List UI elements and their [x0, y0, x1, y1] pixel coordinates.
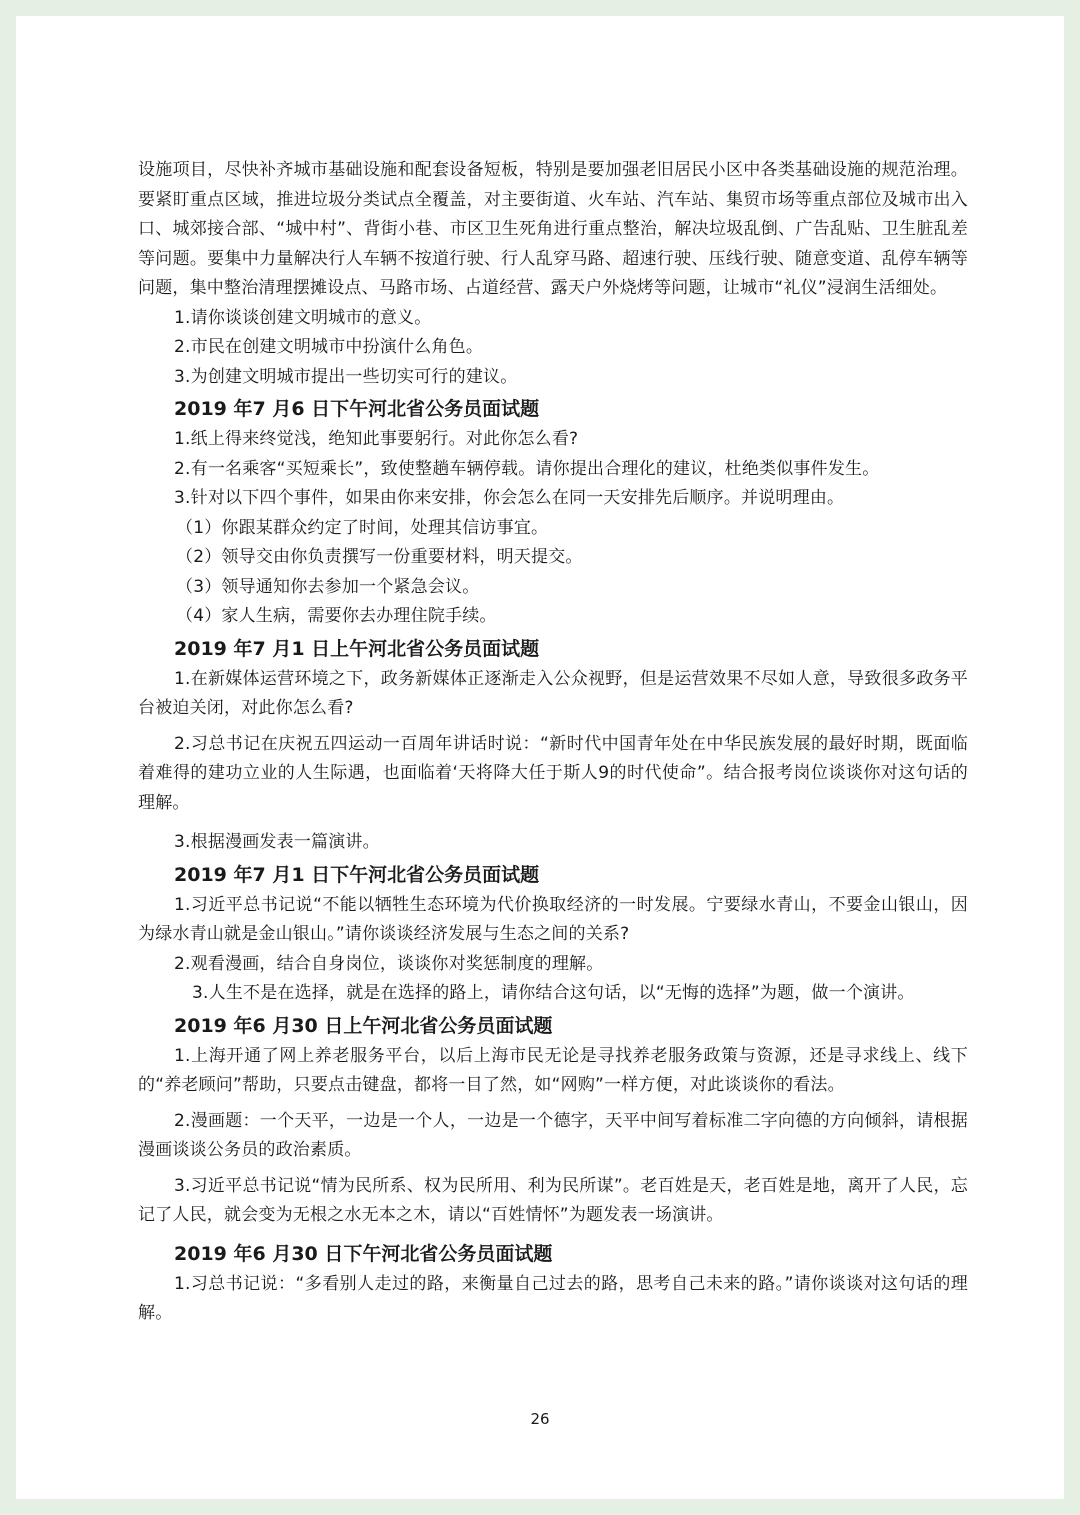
section-title-0701-pm: 2019 年7 月1 日下午河北省公务员面试题 — [174, 863, 540, 886]
section-title-0630-pm: 2019 年6 月30 日下午河北省公务员面试题 — [174, 1242, 553, 1265]
s1-sub-item-1: （1）你跟某群众约定了时间，处理其信访事宜。 — [176, 517, 549, 538]
s4-question-3: 3.习近平总书记说“情为民所系、权为民所用、利为民所谋”。老百姓是天，老百姓是地，离开了人民，忘记了人民，就会变为无根之水无本之木，请以“百姓情怀”为题发表一场演讲。 — [138, 1175, 968, 1225]
s5-question-1: 1.习总书记说：“多看别人走过的路，来衡量自己过去的路，思考自己未来的路。”请你谈谈对这句话的理解。 — [138, 1273, 968, 1323]
page-content — [138, 156, 968, 1329]
s1-question-1: 1.纸上得来终觉浅，绝知此事要躬行。对此你怎么看? — [174, 429, 579, 449]
section-title-0701-am: 2019 年7 月1 日上午河北省公务员面试题 — [174, 637, 540, 660]
section-title-0706-pm: 2019 年7 月6 日下午河北省公务员面试题 — [174, 398, 540, 420]
s3-question-3: 3.人生不是在选择，就是在选择的路上，请你结合这句话，以“无悔的选择”为题，做一个演讲。 — [192, 983, 915, 1003]
s4-question-2: 2.漫画题：一个天平，一边是一个人，一边是一个德字，天平中间写着标准二字向德的方向倾斜，请根据漫画谈谈公务员的政治素质。 — [138, 1110, 968, 1160]
s1-sub-item-2: （2）领导交由你负责撰写一份重要材料，明天提交。 — [176, 547, 583, 567]
s1-sub-item-4: （4）家人生病，需要你去办理住院手续。 — [176, 606, 497, 626]
intro-question-3: 3.为创建文明城市提出一些切实可行的建议。 — [174, 366, 518, 387]
intro-paragraph: 设施项目，尽快补齐城市基础设施和配套设备短板，特别是要加强老旧居民小区中各类基础设施的规范治理。要紧盯重点区域，推进垃圾分类试点全覆盖，对主要街道、火车站、汽车站、集贸市场等重点部位及城市出入口、城郊接合部、“城中村”、背街小巷、市区卫生死角进行重点整治，解决垃圾乱倒、广告乱贴、卫生脏乱差等问题。要集中力量解决行人车辆不按道行驶、行人乱穿马路、超速行驶、压线行驶、随意变道、乱停车辆等问题，集中整治清理摆摊设点、马路市场、占道经营、露天户外烧烤等问题，让城市“礼仪”浸润生活细处。 — [138, 160, 968, 298]
s1-question-3: 3.针对以下四个事件，如果由你来安排，你会怎么在同一天安排先后顺序。并说明理由。 — [174, 488, 845, 508]
s2-question-2: 2.习总书记在庆祝五四运动一百周年讲话时说：“新时代中国青年处在中华民族发展的最好时期，既面临着难得的建功立业的人生际遇，也面临着‘天将降大任于斯人9的时代使命”。结合报考岗位谈谈你对这句话的理解。 — [138, 733, 968, 813]
document-page — [16, 16, 1064, 1499]
s2-question-3: 3.根据漫画发表一篇演讲。 — [174, 832, 380, 852]
page-number: 26 — [530, 1410, 550, 1428]
s4-question-1: 1.上海开通了网上养老服务平台，以后上海市民无论是寻找养老服务政策与资源，还是寻求线上、线下的“养老顾问”帮助，只要点击键盘，都将一目了然，如“网购”一样方便，对此谈谈你的看法。 — [138, 1045, 968, 1095]
intro-question-2: 2.市民在创建文明城市中扮演什么角色。 — [174, 337, 484, 357]
s2-question-1: 1.在新媒体运营环境之下，政务新媒体正逐渐走入公众视野，但是运营效果不尽如人意，导致很多政务平台被迫关闭，对此你怎么看? — [138, 668, 968, 718]
s1-question-2: 2.有一名乘客“买短乘长”，致使整趟车辆停载。请你提出合理化的建议，杜绝类似事件发生。 — [174, 458, 880, 479]
intro-question-1: 1.请你谈谈创建文明城市的意义。 — [174, 307, 432, 328]
section-title-0630-am: 2019 年6 月30 日上午河北省公务员面试题 — [174, 1014, 553, 1037]
s3-question-1: 1.习近平总书记说“不能以牺牲生态环境为代价换取经济的一时发展。宁要绿水青山，不要金山银山，因为绿水青山就是金山银山。”请你谈谈经济发展与生态之间的关系? — [138, 894, 968, 944]
s3-question-2: 2.观看漫画，结合自身岗位，谈谈你对奖惩制度的理解。 — [174, 953, 604, 974]
s1-sub-item-3: （3）领导通知你去参加一个紧急会议。 — [176, 576, 480, 597]
